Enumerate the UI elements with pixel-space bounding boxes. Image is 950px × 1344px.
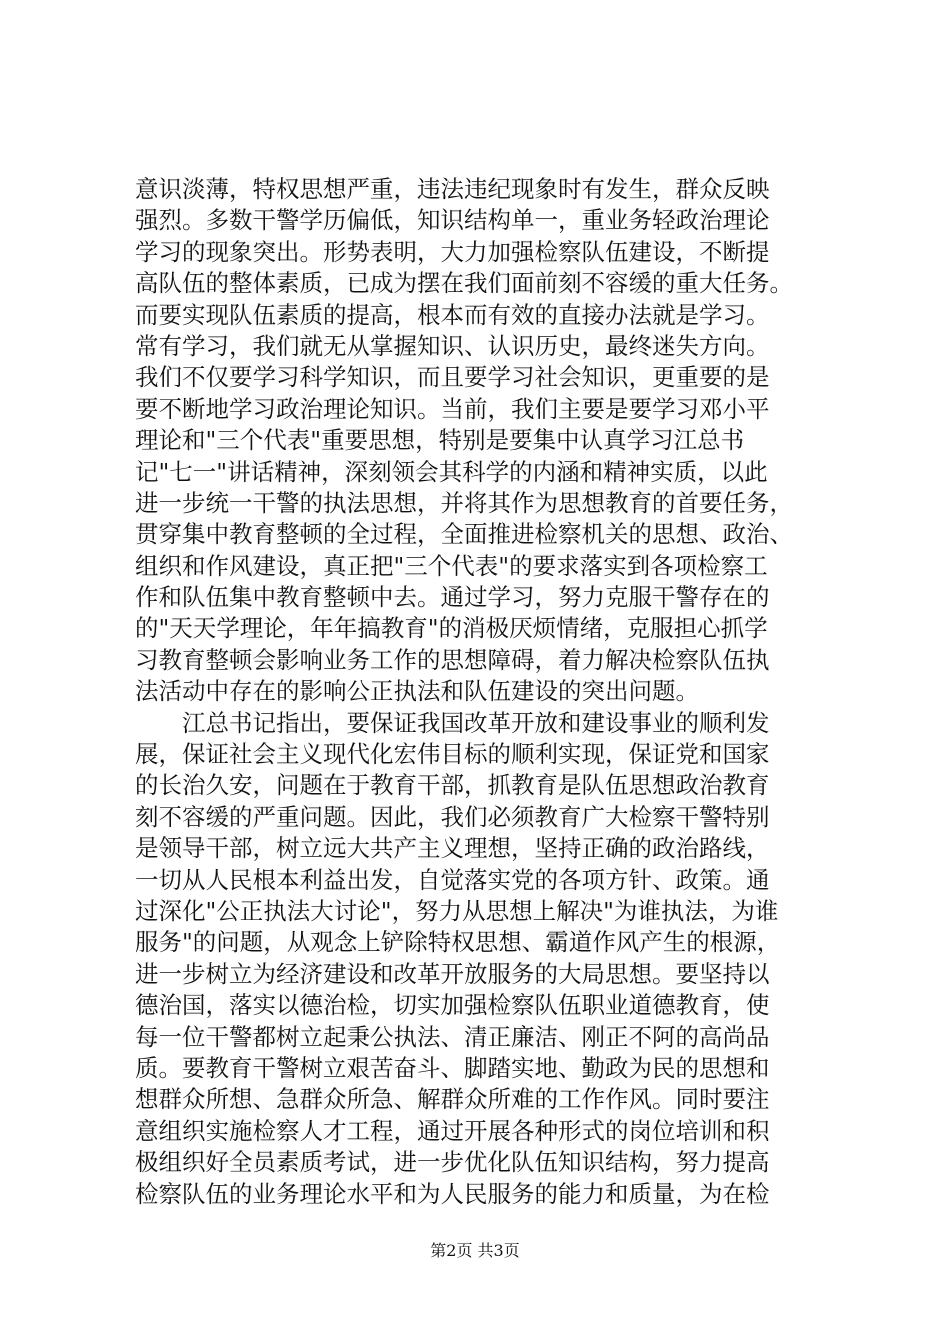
text-line: 是领导干部，树立远大共产主义理想，坚持正确的政治路线， — [135, 834, 770, 863]
text-line: 想群众所想、急群众所急、解群众所难的工作作风。同时要注 — [135, 1085, 770, 1114]
text-line: 江总书记指出，要保证我国改革开放和建设事业的顺利发 — [135, 708, 770, 737]
text-line: 记"七一"讲话精神，深刻领会其科学的内涵和精神实质，以此 — [135, 457, 768, 486]
text-line: 进一步树立为经济建设和改革开放服务的大局思想。要坚持以 — [135, 959, 770, 988]
body-text — [135, 174, 835, 1210]
text-line: 的长治久安，问题在于教育干部，抓教育是队伍思想政治教育 — [135, 771, 770, 800]
text-line: 意识淡薄，特权思想严重，违法违纪现象时有发生，群众反映 — [135, 175, 770, 203]
text-line: 学习的现象突出。形势表明，大力加强检察队伍建设，不断提 — [135, 237, 770, 266]
text-line: 强烈。多数干警学历偏低，知识结构单一，重业务轻政治理论 — [135, 206, 770, 235]
text-line: 要不断地学习政治理论知识。当前，我们主要是要学习邓小平 — [135, 394, 770, 423]
text-line: 极组织好全员素质考试，进一步优化队伍知识结构，努力提高 — [135, 1148, 770, 1177]
text-line: 展，保证社会主义现代化宏伟目标的顺利实现，保证党和国家 — [135, 740, 770, 769]
text-line: 每一位干警都树立起秉公执法、清正廉洁、刚正不阿的高尚品 — [135, 1022, 770, 1051]
text-line: 理论和"三个代表"重要思想，特别是要集中认真学习江总书 — [135, 426, 745, 455]
text-line: 一切从人民根本利益出发，自觉落实党的各项方针、政策。通 — [135, 865, 770, 894]
text-line: 作和队伍集中教育整顿中去。通过学习，努力克服干警存在的 — [135, 583, 770, 612]
text-line: 的"天天学理论，年年搞教育"的消极厌烦情绪，克服担心抓学 — [135, 614, 768, 643]
text-line: 法活动中存在的影响公正执法和队伍建设的突出问题。 — [135, 677, 699, 706]
text-line: 质。要教育干警树立艰苦奋斗、脚踏实地、勤政为民的思想和 — [135, 1053, 770, 1082]
text-line: 我们不仅要学习科学知识，而且要学习社会知识，更重要的是 — [135, 363, 770, 392]
text-line: 高队伍的整体素质，已成为摆在我们面前刻不容缓的重大任务。 — [135, 269, 793, 298]
text-line: 组织和作风建设，真正把"三个代表"的要求落实到各项检察工 — [135, 551, 768, 580]
page-footer: 第2页 共3页 — [430, 1241, 520, 1260]
text-line: 而要实现队伍素质的提高，根本而有效的直接办法就是学习。 — [135, 300, 770, 329]
text-line: 德治国，落实以德治检，切实加强检察队伍职业道德教育，使 — [135, 991, 770, 1020]
text-line: 常有学习，我们就无从掌握知识、认识历史，最终迷失方向。 — [135, 331, 770, 360]
text-line: 过深化"公正执法大讨论"，努力从思想上解决"为谁执法，为谁 — [135, 896, 779, 925]
text-line: 服务"的问题，从观念上铲除特权思想、霸道作风产生的根源， — [135, 928, 781, 957]
text-line: 习教育整顿会影响业务工作的思想障碍，着力解决检察队伍执 — [135, 645, 770, 674]
text-line: 意组织实施检察人才工程，通过开展各种形式的岗位培训和积 — [135, 1116, 770, 1145]
text-line: 进一步统一干警的执法思想，并将其作为思想教育的首要任务， — [135, 488, 793, 517]
text-line: 检察队伍的业务理论水平和为人民服务的能力和质量，为在检 — [135, 1179, 770, 1208]
text-line: 贯穿集中教育整顿的全过程，全面推进检察机关的思想、政治、 — [135, 520, 793, 549]
text-line: 刻不容缓的严重问题。因此，我们必须教育广大检察干警特别 — [135, 802, 770, 831]
